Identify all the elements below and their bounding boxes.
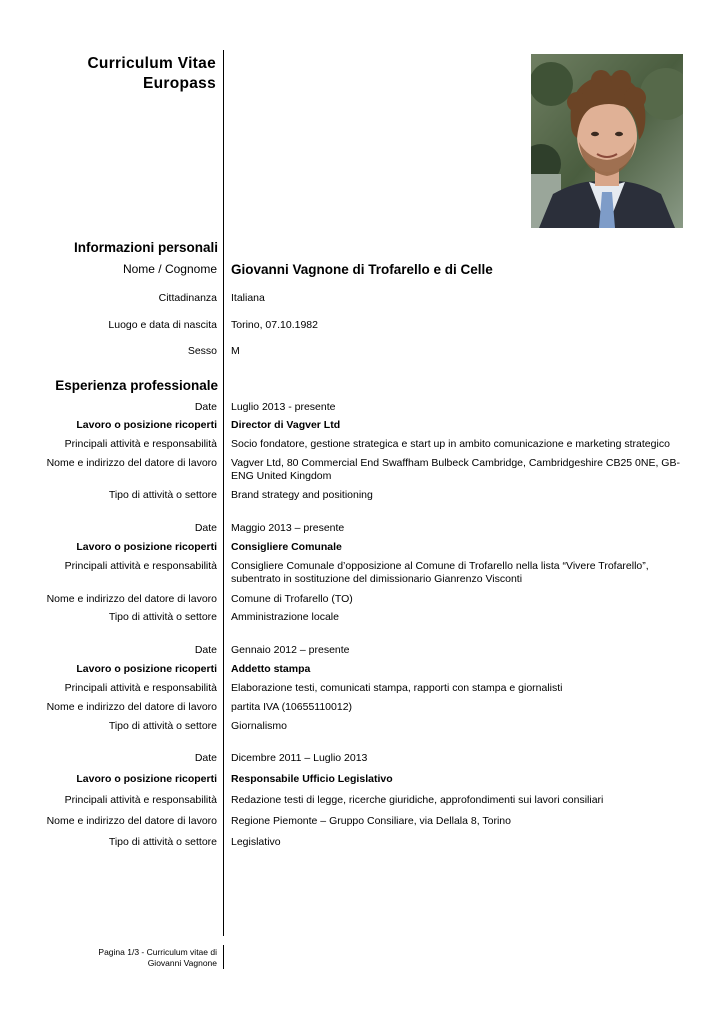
sector-label: Tipo di attività o settore — [108, 720, 217, 732]
sex-label: Sesso — [187, 345, 217, 357]
job-activities: Socio fondatore, gestione strategica e start up in ambito comunicazione e marketing strategico — [231, 438, 670, 450]
job-employer: partita IVA (10655110012) — [231, 701, 353, 713]
position-label: Lavoro o posizione ricoperti — [76, 541, 217, 553]
position-label: Lavoro o posizione ricoperti — [76, 773, 217, 785]
employer-label: Nome e indirizzo del datore di lavoro — [46, 815, 217, 827]
date-label: Date — [194, 752, 217, 764]
date-label: Date — [194, 644, 217, 656]
job-activities: Consigliere Comunale d’opposizione al Comune di Trofarello nella lista “Vivere Trofarello”, subentrato in sostituzione del dimissionario Gianrenzo Visconti — [231, 560, 649, 585]
section-experience-title: Esperienza professionale — [55, 378, 218, 393]
position-label: Lavoro o posizione ricoperti — [76, 663, 217, 675]
job-position: Director di Vagver Ltd — [231, 419, 341, 431]
footer-divider — [223, 945, 224, 969]
birth-value: Torino, 07.10.1982 — [231, 319, 318, 331]
footer-line-1: Pagina 1/3 - Curriculum vitae di — [98, 947, 217, 957]
sector-label: Tipo di attività o settore — [108, 611, 217, 623]
job-sector: Legislativo — [231, 836, 281, 848]
job-position: Consigliere Comunale — [231, 541, 342, 553]
title-line-1: Curriculum Vitae — [87, 55, 216, 72]
job-sector: Brand strategy and positioning — [231, 489, 373, 501]
sex-value: M — [231, 345, 240, 357]
job-date: Gennaio 2012 – presente — [231, 644, 350, 656]
job-employer: Comune di Trofarello (TO) — [231, 593, 353, 605]
job-employer: Vagver Ltd, 80 Commercial End Swaffham Bulbeck Cambridge, Cambridgeshire CB25 0NE, GB-ENG United Kingdom — [231, 457, 680, 482]
job-date: Dicembre 2011 – Luglio 2013 — [231, 752, 368, 764]
position-label: Lavoro o posizione ricoperti — [76, 419, 217, 431]
job-date: Maggio 2013 – presente — [231, 522, 345, 534]
job-position: Addetto stampa — [231, 663, 311, 675]
name-label: Nome / Cognome — [122, 262, 217, 276]
job-activities: Elaborazione testi, comunicati stampa, rapporti con stampa e giornalisti — [231, 682, 563, 694]
page-footer — [98, 947, 217, 969]
birth-label: Luogo e data di nascita — [108, 319, 217, 331]
name-value: Giovanni Vagnone di Trofarello e di Celle — [231, 262, 493, 277]
title-line-2: Europass — [142, 75, 216, 92]
date-label: Date — [194, 522, 217, 534]
activities-label: Principali attività e responsabilità — [64, 794, 217, 806]
job-sector: Amministrazione locale — [231, 611, 339, 623]
document-title — [87, 54, 216, 94]
job-employer: Regione Piemonte – Gruppo Consiliare, via Dellala 8, Torino — [231, 815, 511, 827]
vertical-divider — [223, 50, 224, 936]
sector-label: Tipo di attività o settore — [108, 836, 217, 848]
employer-label: Nome e indirizzo del datore di lavoro — [46, 457, 217, 469]
employer-label: Nome e indirizzo del datore di lavoro — [46, 593, 217, 605]
activities-label: Principali attività e responsabilità — [64, 682, 217, 694]
citizenship-label: Cittadinanza — [158, 292, 217, 304]
job-position: Responsabile Ufficio Legislativo — [231, 773, 393, 785]
job-sector: Giornalismo — [231, 720, 288, 732]
profile-photo — [531, 54, 683, 228]
citizenship-value: Italiana — [231, 292, 265, 304]
section-personal-title: Informazioni personali — [73, 240, 218, 255]
activities-label: Principali attività e responsabilità — [64, 438, 217, 450]
job-date: Luglio 2013 - presente — [231, 401, 336, 413]
footer-line-2: Giovanni Vagnone — [147, 958, 217, 968]
employer-label: Nome e indirizzo del datore di lavoro — [46, 701, 217, 713]
activities-label: Principali attività e responsabilità — [64, 560, 217, 572]
sector-label: Tipo di attività o settore — [108, 489, 217, 501]
job-activities: Redazione testi di legge, ricerche giuridiche, approfondimenti sui lavori consiliari — [231, 794, 604, 806]
date-label: Date — [194, 401, 217, 413]
